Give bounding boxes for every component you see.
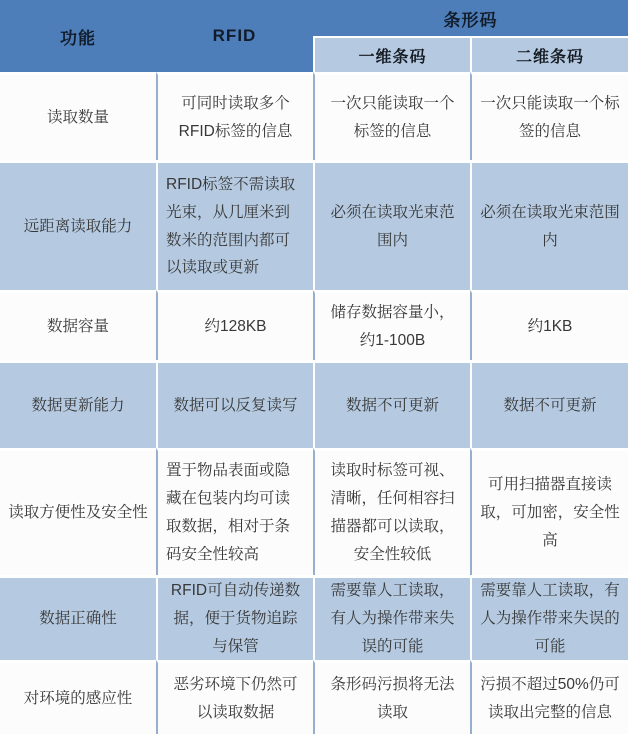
feature-cell: 数据更新能力 bbox=[0, 360, 156, 448]
rfid-value-cell: 置于物品表面或隐藏在包装内均可读取数据，相对于条码安全性较高 bbox=[156, 448, 313, 575]
rfid-value-cell: RFID标签不需读取光束，从几厘米到数米的范围内都可以读取或更新 bbox=[156, 160, 313, 290]
rfid-value-cell: 恶劣环境下仍然可以读取数据 bbox=[156, 660, 313, 734]
header-cell-barcode-1d: 一维条码 bbox=[313, 36, 470, 72]
feature-cell: 数据容量 bbox=[0, 290, 156, 360]
rfid-value-cell: 约128KB bbox=[156, 290, 313, 360]
header-cell-barcode-group: 条形码 bbox=[313, 0, 628, 36]
barcode-2d-value-cell: 必须在读取光束范围内 bbox=[470, 160, 628, 290]
barcode-2d-value-cell: 污损不超过50%仍可读取出完整的信息 bbox=[470, 660, 628, 734]
rfid-value-cell: RFID可自动传递数据，便于货物追踪与保管 bbox=[156, 575, 313, 660]
barcode-2d-value-cell: 一次只能读取一个标签的信息 bbox=[470, 72, 628, 160]
barcode-1d-value-cell: 条形码污损将无法读取 bbox=[313, 660, 470, 734]
barcode-1d-value-cell: 读取时标签可视、清晰，任何相容扫描器都可以读取，安全性较低 bbox=[313, 448, 470, 575]
header-cell-rfid: RFID bbox=[156, 0, 313, 72]
feature-cell: 对环境的感应性 bbox=[0, 660, 156, 734]
rfid-value-cell: 数据可以反复读写 bbox=[156, 360, 313, 448]
barcode-1d-value-cell: 储存数据容量小，约1-100B bbox=[313, 290, 470, 360]
header-cell-barcode-2d: 二维条码 bbox=[470, 36, 628, 72]
barcode-2d-value-cell: 数据不可更新 bbox=[470, 360, 628, 448]
feature-cell: 远距离读取能力 bbox=[0, 160, 156, 290]
barcode-1d-value-cell: 必须在读取光束范围内 bbox=[313, 160, 470, 290]
barcode-1d-value-cell: 需要靠人工读取，有人为操作带来失误的可能 bbox=[313, 575, 470, 660]
barcode-2d-value-cell: 可用扫描器直接读取，可加密，安全性高 bbox=[470, 448, 628, 575]
barcode-2d-value-cell: 需要靠人工读取，有人为操作带来失误的可能 bbox=[470, 575, 628, 660]
feature-cell: 数据正确性 bbox=[0, 575, 156, 660]
rfid-value-cell: 可同时读取多个RFID标签的信息 bbox=[156, 72, 313, 160]
feature-cell: 读取数量 bbox=[0, 72, 156, 160]
header-cell-function: 功能 bbox=[0, 0, 156, 72]
barcode-1d-value-cell: 数据不可更新 bbox=[313, 360, 470, 448]
barcode-1d-value-cell: 一次只能读取一个标签的信息 bbox=[313, 72, 470, 160]
feature-cell: 读取方便性及安全性 bbox=[0, 448, 156, 575]
barcode-2d-value-cell: 约1KB bbox=[470, 290, 628, 360]
